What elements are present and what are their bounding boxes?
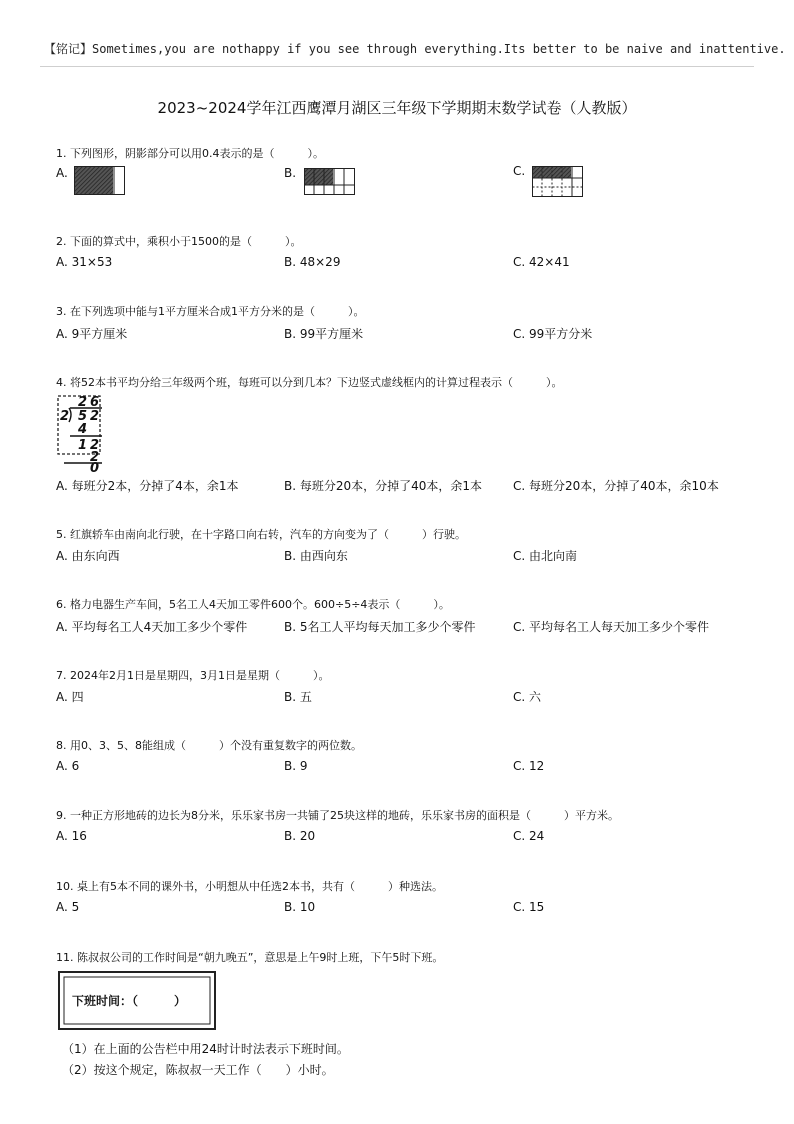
header-divider bbox=[40, 66, 754, 67]
motto-banner: 【铭记】Sometimes,you are nothappy if you see through everything.Its better to be naive and inattentive. bbox=[44, 42, 786, 56]
q4-option-b[interactable]: B. 每班分20本，分掉了40本，余1本 bbox=[284, 479, 483, 493]
question-3-stem: 3. 在下列选项中能与1平方厘米合成1平方分米的是（ ）。 bbox=[56, 305, 365, 318]
q4-quotient-tens: 2 bbox=[78, 395, 88, 410]
q9-option-a[interactable]: A. 16 bbox=[56, 829, 87, 843]
q10-option-a[interactable]: A. 5 bbox=[56, 900, 80, 914]
question-10-stem: 10. 桌上有5本不同的课外书，小明想从中任选2本书，共有（ ）种选法。 bbox=[56, 880, 443, 893]
q1-figure-c bbox=[532, 166, 584, 198]
q4-long-division-figure bbox=[56, 394, 116, 476]
q4-step-2b: 2 bbox=[90, 450, 100, 465]
q7-option-b[interactable]: B. 五 bbox=[284, 690, 312, 704]
q9-option-c[interactable]: C. 24 bbox=[513, 829, 545, 843]
q4-step-0: 0 bbox=[90, 461, 100, 476]
q8-option-b[interactable]: B. 9 bbox=[284, 759, 308, 773]
q1-option-c[interactable]: C. bbox=[513, 164, 526, 178]
q6-option-b[interactable]: B. 5名工人平均每天加工多少个零件 bbox=[284, 620, 476, 634]
q1-figure-a bbox=[74, 166, 126, 196]
q6-option-c[interactable]: C. 平均每名工人每天加工多少个零件 bbox=[513, 620, 710, 634]
q4-step-4: 4 bbox=[78, 422, 88, 437]
q7-option-c[interactable]: C. 六 bbox=[513, 690, 542, 704]
question-6-stem: 6. 格力电器生产车间，5名工人4天加工零件600个。600÷5÷4表示（ ）。 bbox=[56, 598, 450, 611]
question-4-stem: 4. 将52本书平均分给三年级两个班，每班可以分到几本？下边竖式虚线框内的计算过程表示（ ）。 bbox=[56, 376, 563, 389]
q4-option-a[interactable]: A. 每班分2本，分掉了4本，余1本 bbox=[56, 479, 239, 493]
q10-option-c[interactable]: C. 15 bbox=[513, 900, 545, 914]
q1-option-b[interactable]: B. bbox=[284, 166, 297, 180]
q11-notice-text: 下班时间：（ ） bbox=[72, 994, 187, 1008]
q11-notice-board bbox=[58, 971, 216, 1031]
q4-step-2a: 2 bbox=[90, 438, 100, 453]
q2-option-c[interactable]: C. 42×41 bbox=[513, 255, 570, 269]
q7-option-a[interactable]: A. 四 bbox=[56, 690, 84, 704]
question-8-stem: 8. 用0、3、5、8能组成（ ）个没有重复数字的两位数。 bbox=[56, 739, 362, 752]
q6-option-a[interactable]: A. 平均每名工人4天加工多少个零件 bbox=[56, 620, 248, 634]
q4-dividend-ones: 2 bbox=[90, 409, 100, 424]
q8-option-a[interactable]: A. 6 bbox=[56, 759, 80, 773]
q3-option-a[interactable]: A. 9平方厘米 bbox=[56, 327, 128, 341]
page-title: 2023~2024学年江西鹰潭月湖区三年级下学期期末数学试卷（人教版） bbox=[157, 99, 637, 117]
q4-dividend-tens: 5 bbox=[78, 409, 88, 424]
q4-step-1: 1 bbox=[78, 438, 88, 453]
q9-option-b[interactable]: B. 20 bbox=[284, 829, 316, 843]
question-5-stem: 5. 红旗轿车由南向北行驶，在十字路口向右转，汽车的方向变为了（ ）行驶。 bbox=[56, 528, 466, 541]
q3-option-c[interactable]: C. 99平方分米 bbox=[513, 327, 593, 341]
question-2-stem: 2. 下面的算式中，乘积小于1500的是（ ）。 bbox=[56, 235, 302, 248]
question-9-stem: 9. 一种正方形地砖的边长为8分米，乐乐家书房一共铺了25块这样的地砖，乐乐家书房的面积是（ ）平方米。 bbox=[56, 809, 619, 822]
q4-quotient-ones: 6 bbox=[90, 395, 100, 410]
question-7-stem: 7. 2024年2月1日是星期四，3月1日是星期（ ）。 bbox=[56, 669, 330, 682]
q3-option-b[interactable]: B. 99平方厘米 bbox=[284, 327, 364, 341]
q11-sub-1: （1）在上面的公告栏中用24时计时法表示下班时间。 bbox=[62, 1042, 349, 1056]
question-11-stem: 11. 陈叔叔公司的工作时间是“朝九晚五”，意思是上午9时上班，下午5时下班。 bbox=[56, 951, 444, 964]
q8-option-c[interactable]: C. 12 bbox=[513, 759, 545, 773]
q4-option-c[interactable]: C. 每班分20本，分掉了40本，余10本 bbox=[513, 479, 719, 493]
q5-option-a[interactable]: A. 由东向西 bbox=[56, 549, 120, 563]
q1-option-a[interactable]: A. bbox=[56, 166, 68, 180]
q2-option-a[interactable]: A. 31×53 bbox=[56, 255, 113, 269]
q1-figure-b bbox=[304, 168, 356, 196]
q2-option-b[interactable]: B. 48×29 bbox=[284, 255, 341, 269]
q4-divisor: 2 bbox=[60, 409, 70, 424]
q5-option-b[interactable]: B. 由西向东 bbox=[284, 549, 348, 563]
q10-option-b[interactable]: B. 10 bbox=[284, 900, 316, 914]
question-1-stem: 1. 下列图形，阴影部分可以用0.4表示的是（ ）。 bbox=[56, 147, 324, 160]
q11-sub-2: （2）按这个规定，陈叔叔一天工作（ ）小时。 bbox=[62, 1063, 334, 1077]
q5-option-c[interactable]: C. 由北向南 bbox=[513, 549, 578, 563]
